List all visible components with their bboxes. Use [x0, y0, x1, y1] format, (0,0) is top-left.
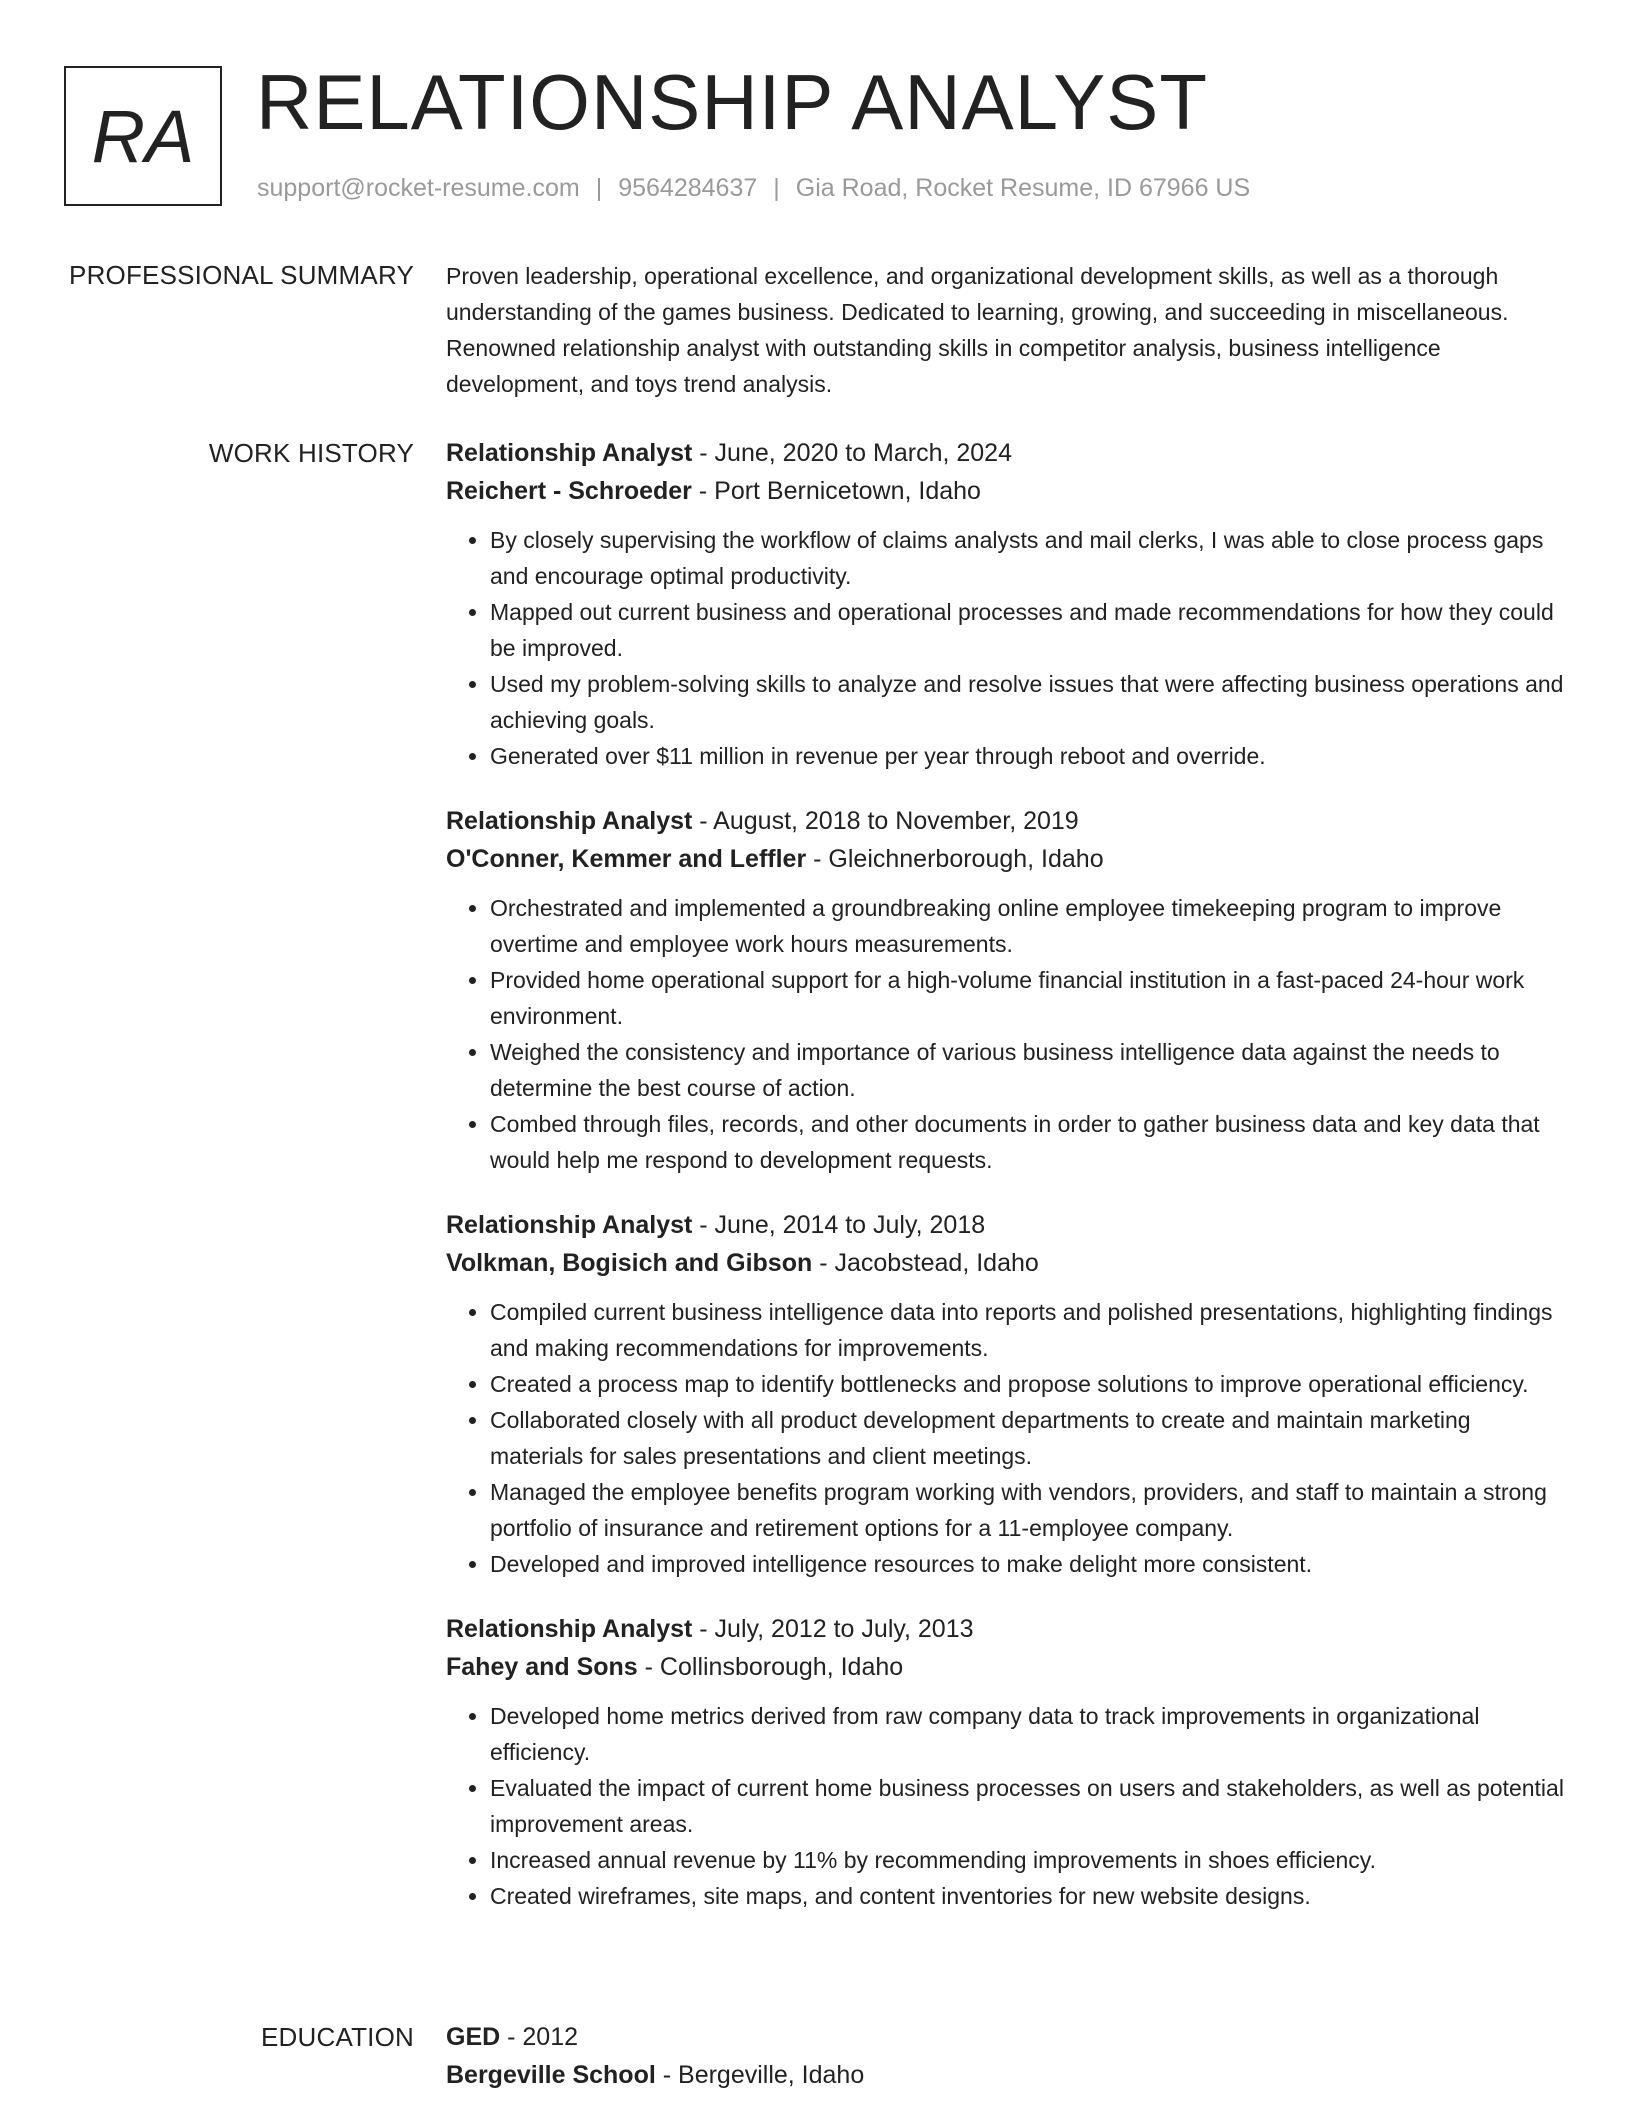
job-bullets	[446, 1698, 1570, 1914]
job-bullets	[446, 1294, 1570, 1582]
school-line	[446, 2056, 1570, 2094]
company-name: Volkman, Bogisich and Gibson	[446, 1249, 813, 1277]
summary-text: Proven leadership, operational excellence, and organizational development skills, as well as a thorough understanding of the games business. Dedicated to learning, growing, and succeeding in miscellaneous. Renowned relationship analyst with outstanding skills in competitor analysis, business intelligence development, and toys trend analysis.	[446, 263, 1509, 397]
degree-year: - 2012	[500, 2023, 579, 2051]
job-title: Relationship Analyst	[446, 439, 693, 467]
job-title-line	[446, 434, 1570, 472]
company-name: O'Conner, Kemmer and Leffler	[446, 845, 807, 873]
contact-line	[257, 174, 1250, 203]
company-name: Reichert - Schroeder	[446, 477, 692, 505]
job-bullet: • Used my problem-solving skills to analyze and resolve issues that were affecting business operations and achieving goals.	[490, 666, 1570, 738]
job-bullet: • Increased annual revenue by 11% by recommending improvements in shoes efficiency.	[490, 1842, 1570, 1878]
job-bullet: • Created a process map to identify bottlenecks and propose solutions to improve operational efficiency.	[490, 1366, 1570, 1402]
job-dates: - June, 2020 to March, 2024	[692, 439, 1012, 467]
job-title: Relationship Analyst	[446, 1211, 693, 1239]
job-bullet: • Developed home metrics derived from raw company data to track improvements in organizational efficiency.	[490, 1698, 1570, 1770]
job-dates: - June, 2014 to July, 2018	[692, 1211, 986, 1239]
job-title-line	[446, 1610, 1570, 1648]
school-location: - Bergeville, Idaho	[655, 2061, 865, 2089]
company-location: - Collinsborough, Idaho	[637, 1653, 904, 1681]
degree-line	[446, 2018, 1570, 2056]
job-bullet: • Managed the employee benefits program working with vendors, providers, and staff to maintain a strong portfolio of insurance and retirement options for a 11-employee company.	[490, 1474, 1570, 1546]
job-title-line	[446, 802, 1570, 840]
company-location: - Jacobstead, Idaho	[812, 1249, 1039, 1277]
education-entry	[446, 2018, 1570, 2094]
job-bullet: • Generated over $11 million in revenue per year through reboot and override.	[490, 738, 1570, 774]
job-bullets	[446, 890, 1570, 1178]
company-location: - Gleichnerborough, Idaho	[806, 845, 1104, 873]
company-name: Fahey and Sons	[446, 1653, 638, 1681]
contact-phone: 9564284637	[618, 174, 758, 202]
work-history-list	[446, 434, 1570, 1942]
degree-name: GED	[446, 2023, 501, 2051]
monogram-logo: RA	[64, 66, 222, 206]
company-line	[446, 1244, 1570, 1282]
company-line	[446, 840, 1570, 878]
job-entry	[446, 434, 1570, 774]
company-line	[446, 1648, 1570, 1686]
job-title: Relationship Analyst	[446, 807, 693, 835]
section-label-education: EDUCATION	[261, 2022, 414, 2052]
job-title: Relationship Analyst	[446, 1615, 693, 1643]
contact-separator: |	[773, 174, 780, 202]
contact-email: support@rocket-resume.com	[257, 174, 580, 202]
job-bullet: • Collaborated closely with all product development departments to create and maintain marketing materials for sales presentations and client meetings.	[490, 1402, 1570, 1474]
section-label-work-history: WORK HISTORY	[208, 438, 414, 468]
job-entry	[446, 1206, 1570, 1582]
job-bullet: • Created wireframes, site maps, and content inventories for new website designs.	[490, 1878, 1570, 1914]
job-bullet: • Weighed the consistency and importance of various business intelligence data against the needs to determine the best course of action.	[490, 1034, 1570, 1106]
job-bullet: • Provided home operational support for a high-volume financial institution in a fast-paced 24-hour work environment.	[490, 962, 1570, 1034]
contact-separator: |	[595, 174, 603, 202]
company-location: - Port Bernicetown, Idaho	[691, 477, 981, 505]
job-entry	[446, 802, 1570, 1178]
job-bullet: • By closely supervising the workflow of claims analysts and mail clerks, I was able to close process gaps and encourage optimal productivity.	[490, 522, 1570, 594]
job-dates: - August, 2018 to November, 2019	[692, 807, 1079, 835]
page-title: RELATIONSHIP ANALYST	[256, 58, 1208, 146]
job-dates: - July, 2012 to July, 2013	[692, 1615, 974, 1643]
resume-header	[0, 0, 1632, 240]
job-bullet: • Mapped out current business and operational processes and made recommendations for how they could be improved.	[490, 594, 1570, 666]
company-line	[446, 472, 1570, 510]
contact-address: Gia Road, Rocket Resume, ID 67966 US	[795, 174, 1251, 202]
job-bullet: • Compiled current business intelligence data into reports and polished presentations, highlighting findings and making recommendations for improvements.	[490, 1294, 1570, 1366]
job-bullet: • Orchestrated and implemented a groundbreaking online employee timekeeping program to improve overtime and employee work hours measurements.	[490, 890, 1570, 962]
section-label-summary: PROFESSIONAL SUMMARY	[69, 260, 414, 290]
job-bullet: • Combed through files, records, and other documents in order to gather business data and key data that would help me respond to development requests.	[490, 1106, 1570, 1178]
school-name: Bergeville School	[446, 2061, 656, 2089]
job-entry	[446, 1610, 1570, 1914]
job-title-line	[446, 1206, 1570, 1244]
job-bullets	[446, 522, 1570, 774]
job-bullet: • Developed and improved intelligence resources to make delight more consistent.	[490, 1546, 1570, 1582]
job-bullet: • Evaluated the impact of current home business processes on users and stakeholders, as well as potential improvement areas.	[490, 1770, 1570, 1842]
